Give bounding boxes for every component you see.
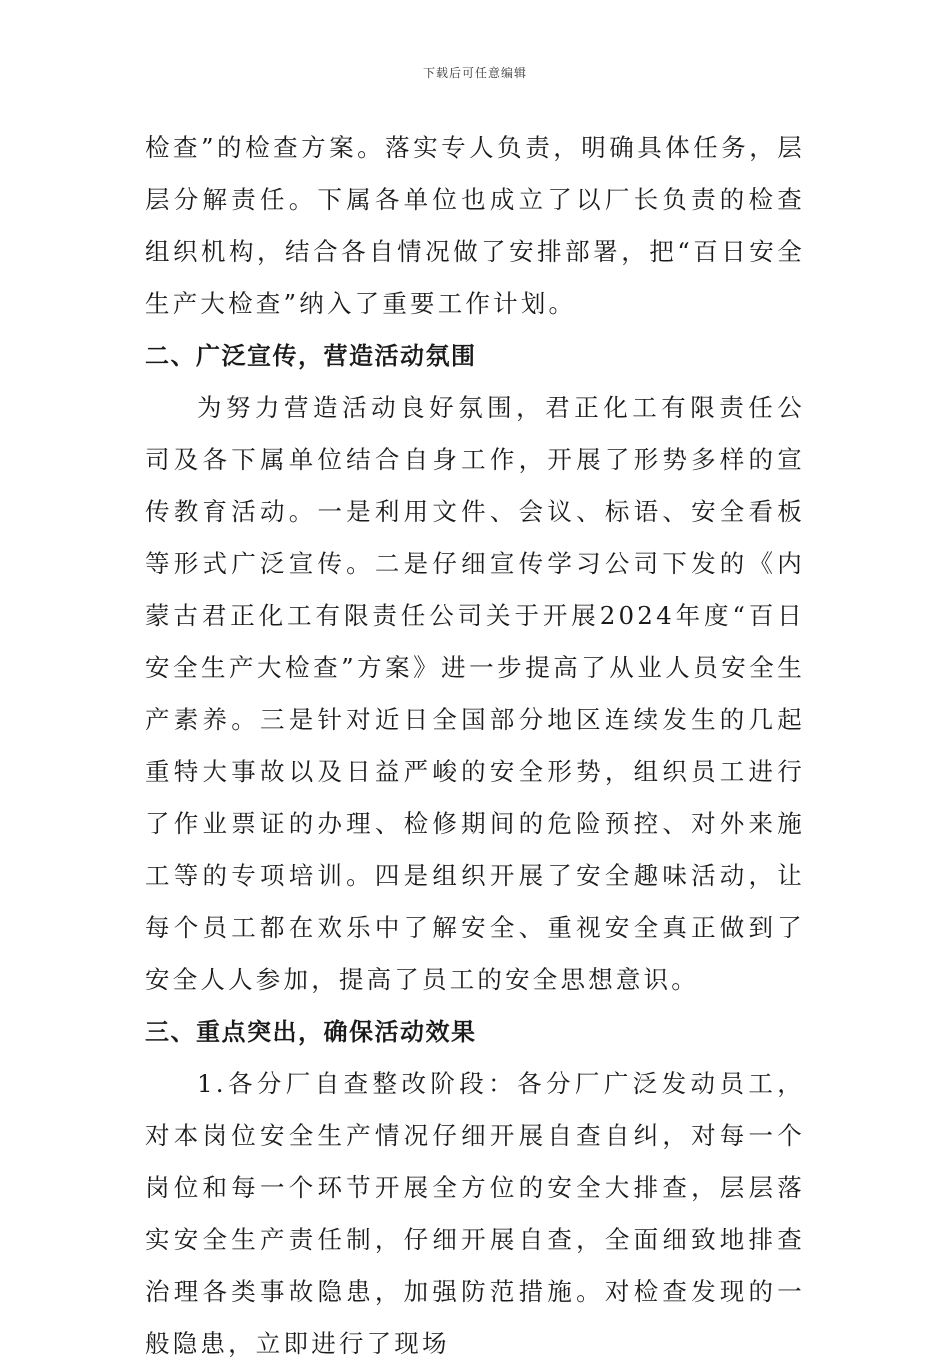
page-header: 下载后可任意编辑 <box>422 66 527 80</box>
paragraph-continuation: 检查”的检查方案。落实专人负责，明确具体任务，层层分解责任。下属各单位也成立了以厂长负责的检查组织机构，结合各自情况做了安排部署，把“百日安全生产大检查”纳入了重要工作计划。 <box>145 133 805 318</box>
document-body <box>145 122 805 1370</box>
section-heading-2: 二、广泛宣传，营造活动氛围 <box>145 341 477 370</box>
paragraph-publicity: 为努力营造活动良好氛围，君正化工有限责任公司及各下属单位结合自身工作，开展了形势多样的宣传教育活动。一是利用文件、会议、标语、安全看板等形式广泛宣传。二是仔细宣传学习公司下发的《内蒙古君正化工有限责任公司关于开展2024年度“百日安全生产大检查”方案》进一步提高了从业人员安全生产素养。三是针对近日全国部分地区连续发生的几起重特大事故以及日益严峻的安全形势，组织员工进行了作业票证的办理、检修期间的危险预控、对外来施工等的专项培训。四是组织开展了安全趣味活动，让每个员工都在欢乐中了解安全、重视安全真正做到了安全人人参加，提高了员工的安全思想意识。 <box>145 393 805 994</box>
paragraph-self-inspection: 1.各分厂自查整改阶段：各分厂广泛发动员工，对本岗位安全生产情况仔细开展自查自纠，对每一个岗位和每一个环节开展全方位的安全大排查，层层落实安全生产责任制，仔细开展自查，全面细致地排查治理各类事故隐患，加强防范措施。对检查发现的一般隐患，立即进行了现场 <box>145 1069 805 1358</box>
section-heading-3: 三、重点突出，确保活动效果 <box>145 1017 477 1046</box>
